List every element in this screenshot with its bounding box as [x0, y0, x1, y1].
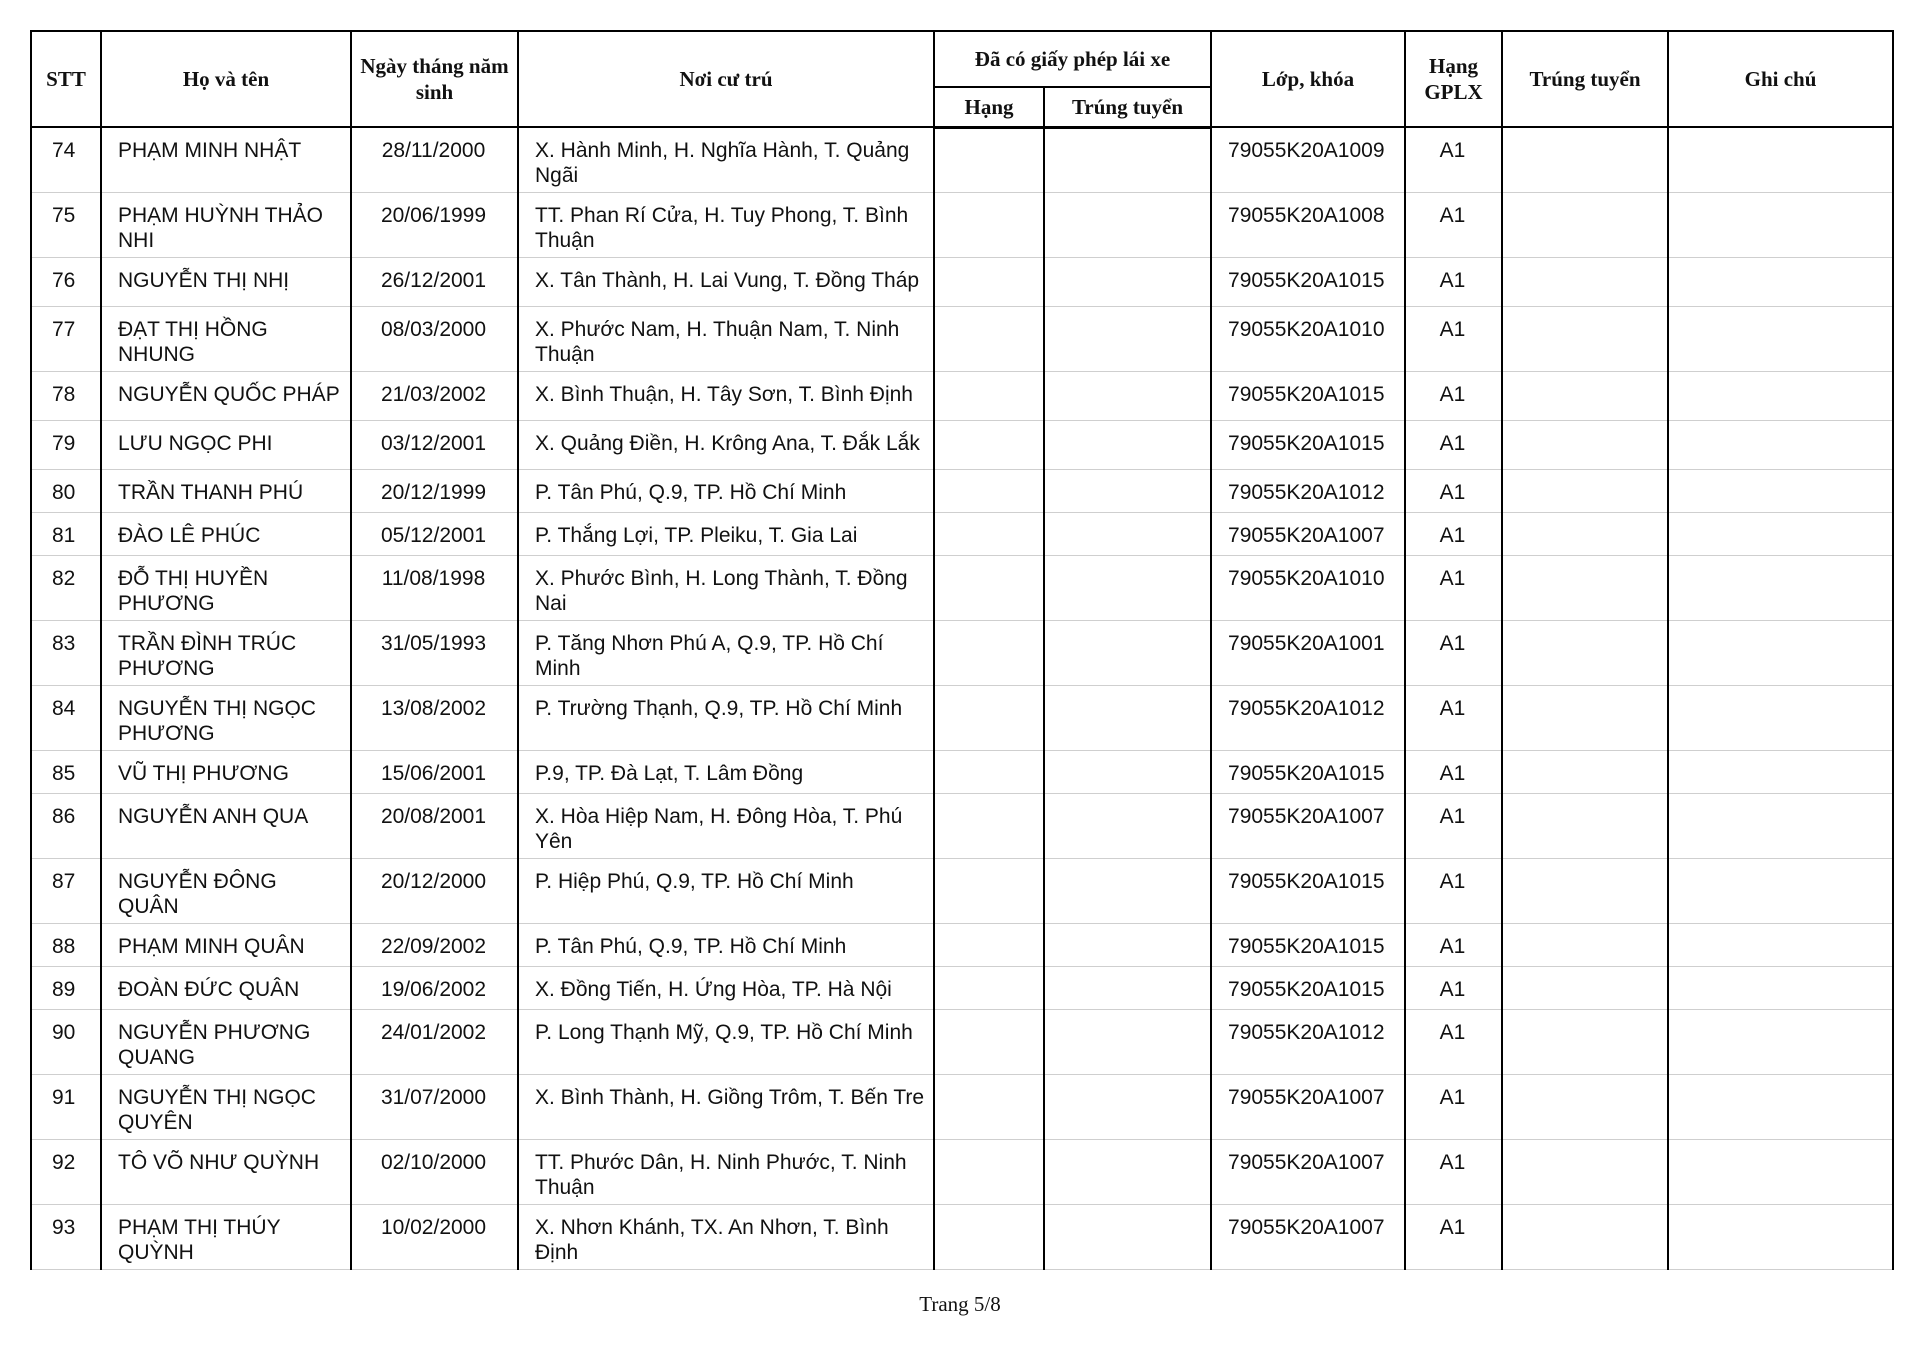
row-residence: X. Tân Thành, H. Lai Vung, T. Đồng Tháp — [518, 258, 934, 307]
row-note — [1668, 621, 1893, 686]
row-license-admitted — [1044, 372, 1211, 421]
row-stt: 80 — [31, 470, 101, 513]
row-name: NGUYỄN PHƯƠNG QUANG — [101, 1010, 351, 1075]
row-license-admitted — [1044, 307, 1211, 372]
row-admitted — [1502, 859, 1668, 924]
row-residence: P. Trường Thạnh, Q.9, TP. Hồ Chí Minh — [518, 686, 934, 751]
row-name: ĐẠT THỊ HỒNG NHUNG — [101, 307, 351, 372]
row-course: 79055K20A1015 — [1211, 967, 1405, 1010]
row-stt: 92 — [31, 1140, 101, 1205]
row-dob: 05/12/2001 — [351, 513, 518, 556]
row-residence: X. Quảng Điền, H. Krông Ana, T. Đắk Lắk — [518, 421, 934, 470]
row-admitted — [1502, 751, 1668, 794]
row-course: 79055K20A1012 — [1211, 686, 1405, 751]
row-license-admitted — [1044, 686, 1211, 751]
row-note — [1668, 421, 1893, 470]
row-dob: 31/07/2000 — [351, 1075, 518, 1140]
row-dob: 31/05/1993 — [351, 621, 518, 686]
header-stt: STT — [31, 31, 101, 127]
row-note — [1668, 967, 1893, 1010]
row-dob: 22/09/2002 — [351, 924, 518, 967]
row-admitted — [1502, 1075, 1668, 1140]
row-residence: P. Tân Phú, Q.9, TP. Hồ Chí Minh — [518, 924, 934, 967]
row-stt: 82 — [31, 556, 101, 621]
row-admitted — [1502, 1010, 1668, 1075]
row-course: 79055K20A1007 — [1211, 1075, 1405, 1140]
row-gplx-class: A1 — [1405, 686, 1502, 751]
row-gplx-class: A1 — [1405, 1140, 1502, 1205]
row-course: 79055K20A1007 — [1211, 1205, 1405, 1270]
row-license-admitted — [1044, 127, 1211, 193]
row-note — [1668, 1010, 1893, 1075]
table-row — [31, 470, 1893, 513]
row-stt: 75 — [31, 193, 101, 258]
row-gplx-class: A1 — [1405, 470, 1502, 513]
row-license-class — [934, 751, 1044, 794]
row-gplx-class: A1 — [1405, 1205, 1502, 1270]
table-row — [31, 751, 1893, 794]
row-license-admitted — [1044, 556, 1211, 621]
row-name: TRẦN ĐÌNH TRÚC PHƯƠNG — [101, 621, 351, 686]
row-note — [1668, 372, 1893, 421]
row-license-admitted — [1044, 1075, 1211, 1140]
row-dob: 13/08/2002 — [351, 686, 518, 751]
row-gplx-class: A1 — [1405, 751, 1502, 794]
row-dob: 15/06/2001 — [351, 751, 518, 794]
row-dob: 08/03/2000 — [351, 307, 518, 372]
row-license-class — [934, 924, 1044, 967]
row-dob: 20/06/1999 — [351, 193, 518, 258]
row-gplx-class: A1 — [1405, 924, 1502, 967]
row-stt: 76 — [31, 258, 101, 307]
row-dob: 21/03/2002 — [351, 372, 518, 421]
row-license-class — [934, 621, 1044, 686]
row-name: NGUYỄN ĐÔNG QUÂN — [101, 859, 351, 924]
row-course: 79055K20A1010 — [1211, 307, 1405, 372]
row-note — [1668, 307, 1893, 372]
row-license-class — [934, 1205, 1044, 1270]
row-course: 79055K20A1015 — [1211, 924, 1405, 967]
row-admitted — [1502, 686, 1668, 751]
row-note — [1668, 193, 1893, 258]
table-body — [31, 127, 1893, 1270]
row-license-class — [934, 421, 1044, 470]
row-course: 79055K20A1015 — [1211, 859, 1405, 924]
row-license-class — [934, 794, 1044, 859]
row-dob: 26/12/2001 — [351, 258, 518, 307]
row-license-admitted — [1044, 924, 1211, 967]
row-stt: 79 — [31, 421, 101, 470]
row-admitted — [1502, 470, 1668, 513]
row-license-admitted — [1044, 1205, 1211, 1270]
row-license-class — [934, 967, 1044, 1010]
table-row — [31, 794, 1893, 859]
row-license-class — [934, 307, 1044, 372]
row-name: PHẠM MINH QUÂN — [101, 924, 351, 967]
row-name: NGUYỄN ANH QUA — [101, 794, 351, 859]
row-license-admitted — [1044, 193, 1211, 258]
row-residence: P. Tân Phú, Q.9, TP. Hồ Chí Minh — [518, 470, 934, 513]
table-row — [31, 924, 1893, 967]
row-stt: 90 — [31, 1010, 101, 1075]
row-admitted — [1502, 967, 1668, 1010]
row-stt: 81 — [31, 513, 101, 556]
row-admitted — [1502, 258, 1668, 307]
row-course: 79055K20A1007 — [1211, 513, 1405, 556]
row-name: PHẠM THỊ THÚY QUỲNH — [101, 1205, 351, 1270]
table-row — [31, 127, 1893, 193]
table-row — [31, 513, 1893, 556]
table-row — [31, 307, 1893, 372]
row-stt: 89 — [31, 967, 101, 1010]
row-residence: X. Hành Minh, H. Nghĩa Hành, T. Quảng Ngãi — [518, 127, 934, 193]
row-admitted — [1502, 307, 1668, 372]
table-row — [31, 372, 1893, 421]
row-note — [1668, 127, 1893, 193]
row-license-admitted — [1044, 1140, 1211, 1205]
row-course: 79055K20A1010 — [1211, 556, 1405, 621]
row-license-admitted — [1044, 621, 1211, 686]
row-license-admitted — [1044, 794, 1211, 859]
header-class-course: Lớp, khóa — [1211, 31, 1405, 127]
row-license-admitted — [1044, 1010, 1211, 1075]
row-admitted — [1502, 513, 1668, 556]
row-gplx-class: A1 — [1405, 1075, 1502, 1140]
row-name: LƯU NGỌC PHI — [101, 421, 351, 470]
table-row — [31, 556, 1893, 621]
candidate-table — [30, 30, 1894, 1270]
row-note — [1668, 924, 1893, 967]
row-note — [1668, 513, 1893, 556]
row-admitted — [1502, 924, 1668, 967]
row-license-class — [934, 372, 1044, 421]
row-dob: 03/12/2001 — [351, 421, 518, 470]
row-residence: P. Long Thạnh Mỹ, Q.9, TP. Hồ Chí Minh — [518, 1010, 934, 1075]
row-admitted — [1502, 127, 1668, 193]
row-admitted — [1502, 621, 1668, 686]
row-license-admitted — [1044, 258, 1211, 307]
row-license-admitted — [1044, 421, 1211, 470]
row-residence: P. Thắng Lợi, TP. Pleiku, T. Gia Lai — [518, 513, 934, 556]
row-dob: 28/11/2000 — [351, 127, 518, 193]
header-admitted: Trúng tuyển — [1502, 31, 1668, 127]
row-name: NGUYỄN THỊ NHỊ — [101, 258, 351, 307]
row-residence: X. Đồng Tiến, H. Ứng Hòa, TP. Hà Nội — [518, 967, 934, 1010]
row-note — [1668, 859, 1893, 924]
row-stt: 74 — [31, 127, 101, 193]
row-name: PHẠM MINH NHẬT — [101, 127, 351, 193]
header-name: Họ và tên — [101, 31, 351, 127]
row-name: ĐỖ THỊ HUYỀN PHƯƠNG — [101, 556, 351, 621]
row-residence: P.9, TP. Đà Lạt, T. Lâm Đồng — [518, 751, 934, 794]
table-row — [31, 1075, 1893, 1140]
header-license-group: Đã có giấy phép lái xe — [934, 31, 1211, 87]
header-residence: Nơi cư trú — [518, 31, 934, 127]
row-dob: 19/06/2002 — [351, 967, 518, 1010]
row-stt: 87 — [31, 859, 101, 924]
row-gplx-class: A1 — [1405, 556, 1502, 621]
row-note — [1668, 556, 1893, 621]
row-gplx-class: A1 — [1405, 258, 1502, 307]
row-license-class — [934, 1140, 1044, 1205]
table-row — [31, 421, 1893, 470]
row-gplx-class: A1 — [1405, 513, 1502, 556]
row-dob: 20/12/2000 — [351, 859, 518, 924]
row-gplx-class: A1 — [1405, 127, 1502, 193]
row-residence: X. Bình Thuận, H. Tây Sơn, T. Bình Định — [518, 372, 934, 421]
row-license-class — [934, 556, 1044, 621]
row-dob: 20/08/2001 — [351, 794, 518, 859]
row-residence: P. Tăng Nhơn Phú A, Q.9, TP. Hồ Chí Minh — [518, 621, 934, 686]
row-license-admitted — [1044, 513, 1211, 556]
row-admitted — [1502, 193, 1668, 258]
header-note: Ghi chú — [1668, 31, 1893, 127]
row-note — [1668, 1140, 1893, 1205]
row-license-class — [934, 1075, 1044, 1140]
row-name: TRẦN THANH PHÚ — [101, 470, 351, 513]
table-row — [31, 1205, 1893, 1270]
row-admitted — [1502, 794, 1668, 859]
row-stt: 86 — [31, 794, 101, 859]
row-note — [1668, 794, 1893, 859]
row-license-class — [934, 513, 1044, 556]
row-course: 79055K20A1009 — [1211, 127, 1405, 193]
row-course: 79055K20A1015 — [1211, 421, 1405, 470]
row-course: 79055K20A1007 — [1211, 1140, 1405, 1205]
row-residence: X. Nhơn Khánh, TX. An Nhơn, T. Bình Định — [518, 1205, 934, 1270]
row-license-admitted — [1044, 470, 1211, 513]
row-license-class — [934, 470, 1044, 513]
row-name: ĐOÀN ĐỨC QUÂN — [101, 967, 351, 1010]
table-row — [31, 621, 1893, 686]
row-residence: TT. Phan Rí Cửa, H. Tuy Phong, T. Bình Thuận — [518, 193, 934, 258]
page-number: Trang 5/8 — [919, 1292, 1001, 1316]
row-stt: 93 — [31, 1205, 101, 1270]
table-row — [31, 1140, 1893, 1205]
row-license-class — [934, 686, 1044, 751]
row-admitted — [1502, 421, 1668, 470]
row-name: NGUYỄN THỊ NGỌC PHƯƠNG — [101, 686, 351, 751]
row-residence: X. Phước Bình, H. Long Thành, T. Đồng Nai — [518, 556, 934, 621]
row-admitted — [1502, 556, 1668, 621]
row-gplx-class: A1 — [1405, 621, 1502, 686]
table-row — [31, 967, 1893, 1010]
table-row — [31, 1010, 1893, 1075]
row-name: NGUYỄN QUỐC PHÁP — [101, 372, 351, 421]
row-stt: 88 — [31, 924, 101, 967]
header-license-class: Hạng — [934, 87, 1044, 127]
row-stt: 91 — [31, 1075, 101, 1140]
row-note — [1668, 1075, 1893, 1140]
row-license-class — [934, 127, 1044, 193]
row-stt: 85 — [31, 751, 101, 794]
row-license-class — [934, 1010, 1044, 1075]
row-license-class — [934, 859, 1044, 924]
row-note — [1668, 686, 1893, 751]
row-residence: X. Phước Nam, H. Thuận Nam, T. Ninh Thuận — [518, 307, 934, 372]
row-gplx-class: A1 — [1405, 307, 1502, 372]
table-row — [31, 859, 1893, 924]
table-row — [31, 686, 1893, 751]
row-name: VŨ THỊ PHƯƠNG — [101, 751, 351, 794]
row-course: 79055K20A1001 — [1211, 621, 1405, 686]
row-note — [1668, 1205, 1893, 1270]
table-header — [31, 31, 1893, 127]
row-course: 79055K20A1012 — [1211, 470, 1405, 513]
row-gplx-class: A1 — [1405, 1010, 1502, 1075]
row-course: 79055K20A1015 — [1211, 258, 1405, 307]
row-admitted — [1502, 372, 1668, 421]
row-gplx-class: A1 — [1405, 859, 1502, 924]
table-row — [31, 258, 1893, 307]
row-residence: P. Hiệp Phú, Q.9, TP. Hồ Chí Minh — [518, 859, 934, 924]
row-name: ĐÀO LÊ PHÚC — [101, 513, 351, 556]
row-license-class — [934, 193, 1044, 258]
row-residence: X. Hòa Hiệp Nam, H. Đông Hòa, T. Phú Yên — [518, 794, 934, 859]
row-admitted — [1502, 1140, 1668, 1205]
row-gplx-class: A1 — [1405, 421, 1502, 470]
header-license-admitted: Trúng tuyển — [1044, 87, 1211, 127]
row-dob: 10/02/2000 — [351, 1205, 518, 1270]
row-admitted — [1502, 1205, 1668, 1270]
row-license-class — [934, 258, 1044, 307]
row-course: 79055K20A1015 — [1211, 372, 1405, 421]
row-license-admitted — [1044, 859, 1211, 924]
row-course: 79055K20A1007 — [1211, 794, 1405, 859]
row-stt: 77 — [31, 307, 101, 372]
header-dob: Ngày tháng năm sinh — [351, 31, 518, 127]
row-name: NGUYỄN THỊ NGỌC QUYÊN — [101, 1075, 351, 1140]
row-dob: 24/01/2002 — [351, 1010, 518, 1075]
row-course: 79055K20A1015 — [1211, 751, 1405, 794]
row-gplx-class: A1 — [1405, 193, 1502, 258]
row-stt: 84 — [31, 686, 101, 751]
row-note — [1668, 258, 1893, 307]
row-gplx-class: A1 — [1405, 794, 1502, 859]
row-dob: 20/12/1999 — [351, 470, 518, 513]
row-residence: X. Bình Thành, H. Giồng Trôm, T. Bến Tre — [518, 1075, 934, 1140]
row-license-admitted — [1044, 751, 1211, 794]
row-course: 79055K20A1008 — [1211, 193, 1405, 258]
row-dob: 11/08/1998 — [351, 556, 518, 621]
row-name: TÔ VÕ NHƯ QUỲNH — [101, 1140, 351, 1205]
row-license-admitted — [1044, 967, 1211, 1010]
row-course: 79055K20A1012 — [1211, 1010, 1405, 1075]
row-stt: 78 — [31, 372, 101, 421]
row-stt: 83 — [31, 621, 101, 686]
row-note — [1668, 751, 1893, 794]
row-residence: TT. Phước Dân, H. Ninh Phước, T. Ninh Thuận — [518, 1140, 934, 1205]
table-row — [31, 193, 1893, 258]
row-gplx-class: A1 — [1405, 967, 1502, 1010]
header-gplx-class: Hạng GPLX — [1405, 31, 1502, 127]
row-note — [1668, 470, 1893, 513]
row-name: PHẠM HUỲNH THẢO NHI — [101, 193, 351, 258]
row-dob: 02/10/2000 — [351, 1140, 518, 1205]
row-gplx-class: A1 — [1405, 372, 1502, 421]
